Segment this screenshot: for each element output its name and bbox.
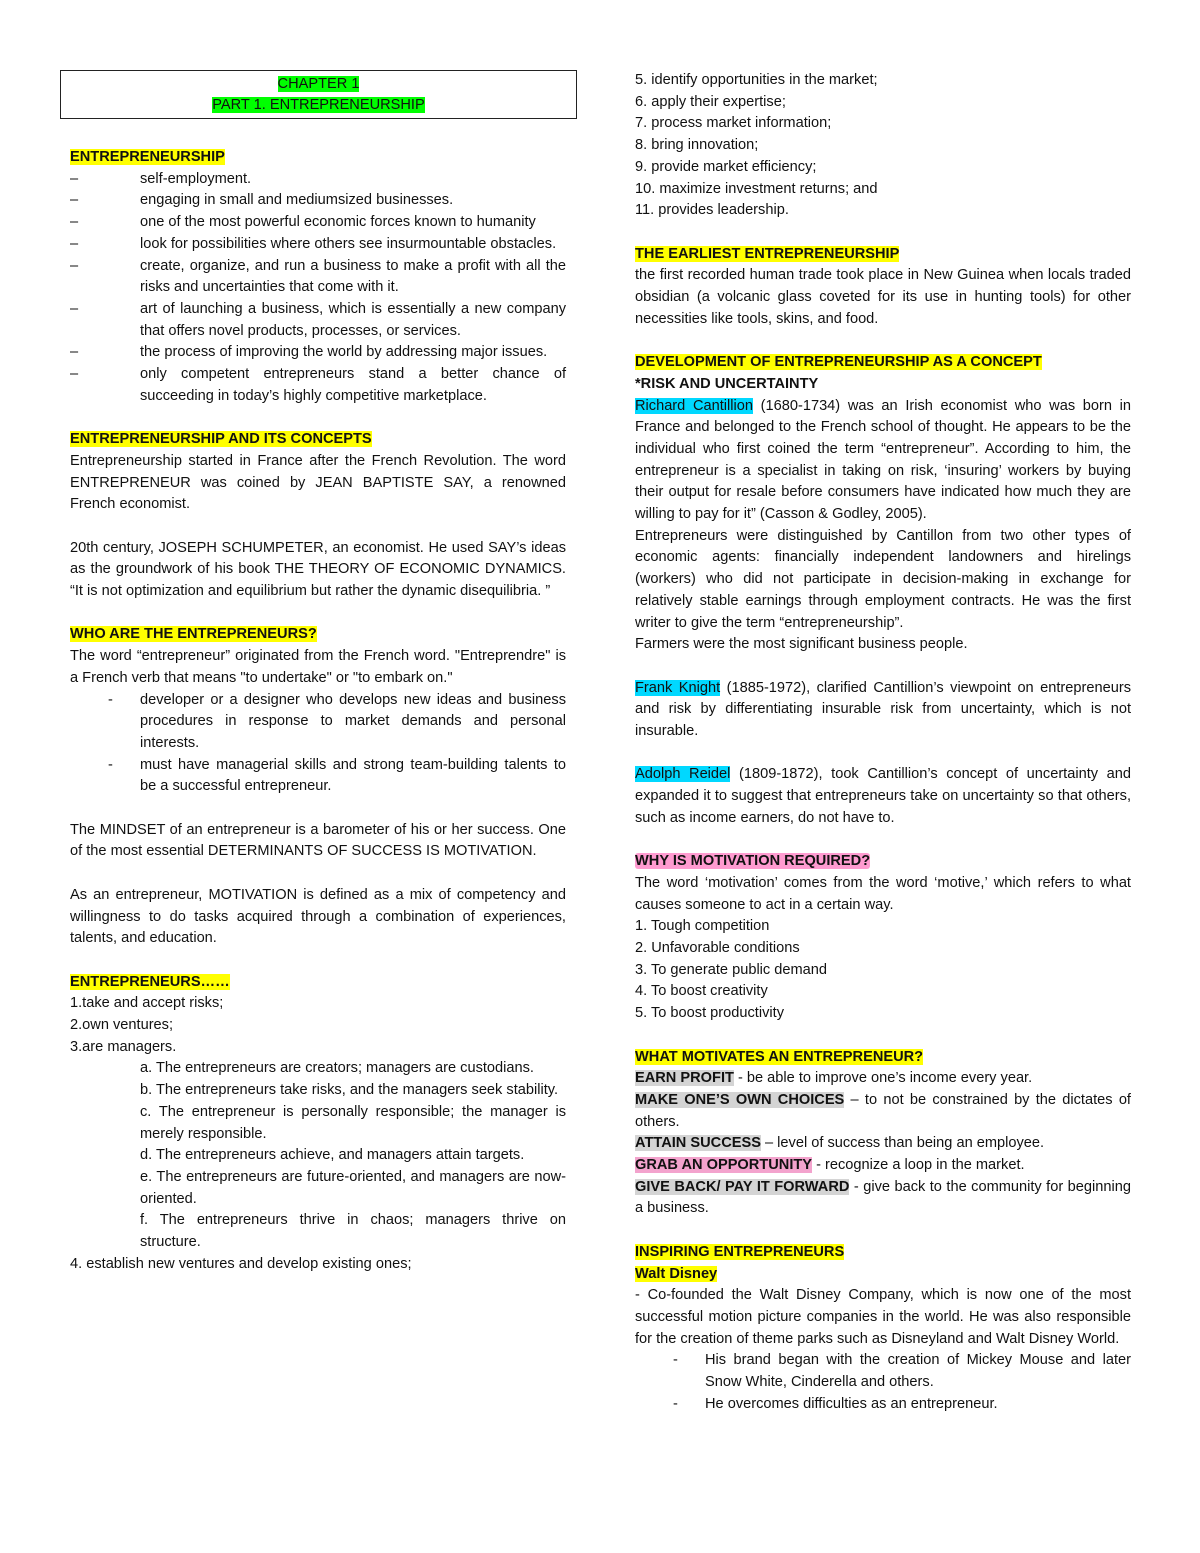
motivation-row: ATTAIN SUCCESS – level of success than being an employee. [635,1135,1045,1152]
list-item: 7. process market information; [635,115,832,132]
motivation-row: GRAB AN OPPORTUNITY - recognize a loop in the market. [635,1157,1025,1174]
paragraph: The word ‘motivation’ comes from the word ‘motive,’ which refers to what causes someone to act in a certain way. [635,874,1131,913]
list-item: 4. establish new ventures and develop existing ones; [70,1255,412,1272]
list-item: 8. bring innovation; [635,137,759,154]
section-heading-who-are: WHO ARE THE ENTREPRENEURS? [70,626,317,643]
list-item: - must have managerial skills and strong team-building talents to be a successful entrepreneur. [108,756,566,795]
list-item: – self-employment. [70,170,252,187]
sub-list-item: d. The entrepreneurs achieve, and managers attain targets. [140,1147,525,1164]
motivation-row: MAKE ONE’S OWN CHOICES – to not be constrained by the dictates of others. [635,1091,1131,1130]
motivation-row: GIVE BACK/ PAY IT FORWARD - give back to the community for beginning a business. [635,1178,1131,1217]
list-item: 3. To generate public demand [635,961,828,978]
list-item: 3.are managers. [70,1038,177,1055]
list-item: 5. To boost productivity [635,1005,784,1022]
highlight-name: Frank Knight [635,679,721,696]
part-label: PART 1. ENTREPRENEURSHIP [212,97,425,113]
paragraph: Adolph Reidel (1809-1872), took Cantillion’s concept of uncertainty and expanded it to suggest that entrepreneurs take on uncertainty so that others, such as income earners, do not have to. [635,766,1131,826]
section-heading-motivation: WHY IS MOTIVATION REQUIRED? [635,853,871,870]
right-column [635,70,1131,1415]
paragraph: As an entrepreneur, MOTIVATION is defined as a mix of competency and willingness to do tasks acquired through a combination of experiences, talents, and education. [70,886,566,947]
list-item: 4. To boost creativity [635,983,768,1000]
list-item: 10. maximize investment returns; and [635,180,878,197]
list-item: 2.own ventures; [70,1017,174,1034]
list-item: - His brand began with the creation of Mickey Mouse and later Snow White, Cinderella and others. [673,1352,1131,1391]
list-item: 11. provides leadership. [635,202,789,219]
section-heading-entrepreneurship: ENTREPRENEURSHIP [70,149,225,165]
list-item: – one of the most powerful economic forces known to humanity [70,214,536,231]
paragraph: Entrepreneurs were distinguished by Cantillon from two other types of economic agents: financially independent landowners and hirelings (workers) who did not participate in decision-making in exchange for relatively stable earnings through employment contracts. He was the first writer to give the term “entrepreneurship”. [635,527,1131,631]
section-heading-what-motivates: WHAT MOTIVATES AN ENTREPRENEUR? [635,1048,924,1065]
list-item: - He overcomes difficulties as an entrepreneur. [673,1395,998,1412]
paragraph: Frank Knight (1885-1972), clarified Cantillion’s viewpoint on entrepreneurs and risk by differentiating insurable risk from uncertainty, which is not insurable. [635,679,1131,740]
chapter-label: CHAPTER 1 [277,76,360,92]
paragraph: 20th century, JOSEPH SCHUMPETER, an economist. He used SAY’s ideas as the groundwork of his book THE THEORY OF ECONOMIC DYNAMICS. “It is not optimization and equilibrium but rather the dynamic disequilibria. ” [70,539,566,600]
paragraph: the first recorded human trade took place in New Guinea when locals traded obsidian (a volcanic glass coveted for its use in hunting tools) for other necessities like tools, skins, and food. [635,267,1131,327]
sub-list-item: e. The entrepreneurs are future-oriented, and managers are now-oriented. [140,1168,566,1207]
section-heading-entrepreneurs: ENTREPRENEURS…… [70,973,230,990]
list-item: – art of launching a business, which is essentially a new company that offers novel products, processes, or services. [70,300,566,339]
walt-disney-name: Walt Disney [635,1265,718,1282]
list-item: 1.take and accept risks; [70,995,224,1012]
list-item: 6. apply their expertise; [635,93,786,110]
list-item: – engaging in small and mediumsized businesses. [70,192,454,209]
chapter-title-box [60,70,577,119]
list-item: 5. identify opportunities in the market; [635,72,878,88]
paragraph: Entrepreneurship started in France after the French Revolution. The word ENTREPRENEUR was coined by JEAN BAPTISTE SAY, a renowned French economist. [70,452,566,513]
sub-list-item: a. The entrepreneurs are creators; managers are custodians. [140,1060,534,1077]
list-item: – the process of improving the world by addressing major issues. [70,344,548,361]
paragraph: The word “entrepreneur” originated from the French word. "Entreprendre" is a French verb that means "to undertake" or "to embark on." [70,648,566,686]
list-item: – look for possibilities where others see insurmountable obstacles. [70,235,557,252]
section-heading-concepts: ENTREPRENEURSHIP AND ITS CONCEPTS [70,431,372,448]
highlight-name: Adolph Reidel [635,766,731,783]
paragraph: Richard Cantillion (1680-1734) was an Irish economist who was born in France and belonged to the French school of thought. He appears to be the individual who first coined the term “entrepreneur”. According to him, the entrepreneur is a specialist in taking on risk, ‘insuring’ workers by buying their output for resale before consumers have indicated how much they are willing to pay for it” (Casson & Godley, 2005). [635,397,1132,523]
list-item: 1. Tough competition [635,918,770,935]
paragraph: - Co-founded the Walt Disney Company, which is now one of the most successful motion picture companies in the world. He was also responsible for the creation of theme parks such as Disneyland and Walt Disney World. [635,1287,1131,1347]
section-heading-inspiring: INSPIRING ENTREPRENEURS [635,1243,845,1260]
list-item: – create, organize, and run a business to make a profit with all the risks and uncertainties that come with it. [70,257,566,296]
highlight-name: Richard Cantillion [635,397,753,414]
list-item: - developer or a designer who develops new ideas and business procedures in response to market demands and personal interests. [108,691,566,751]
sub-list-item: c. The entrepreneur is personally responsible; the manager is merely responsible. [140,1103,566,1142]
section-heading-development: DEVELOPMENT OF ENTREPRENEURSHIP AS A CONCEPT [635,354,1042,371]
paragraph: The MINDSET of an entrepreneur is a barometer of his or her success. One of the most essential DETERMINANTS OF SUCCESS IS MOTIVATION. [70,821,566,860]
list-item: 9. provide market efficiency; [635,158,817,175]
paragraph: Farmers were the most significant business people. [635,636,968,653]
left-column [70,70,566,1275]
list-item: – only competent entrepreneurs stand a better chance of succeeding in today’s highly competitive marketplace. [70,366,566,404]
motivation-row: EARN PROFIT - be able to improve one’s income every year. [635,1070,1033,1087]
sub-list-item: f. The entrepreneurs thrive in chaos; managers thrive on structure. [140,1212,566,1251]
entrepreneurship-list [70,169,566,408]
sub-list-item: b. The entrepreneurs take risks, and the managers seek stability. [140,1082,559,1099]
list-item: 2. Unfavorable conditions [635,940,800,957]
section-heading-earliest: THE EARLIEST ENTREPRENEURSHIP [635,245,900,262]
subheading-risk: *RISK AND UNCERTAINTY [635,375,819,392]
